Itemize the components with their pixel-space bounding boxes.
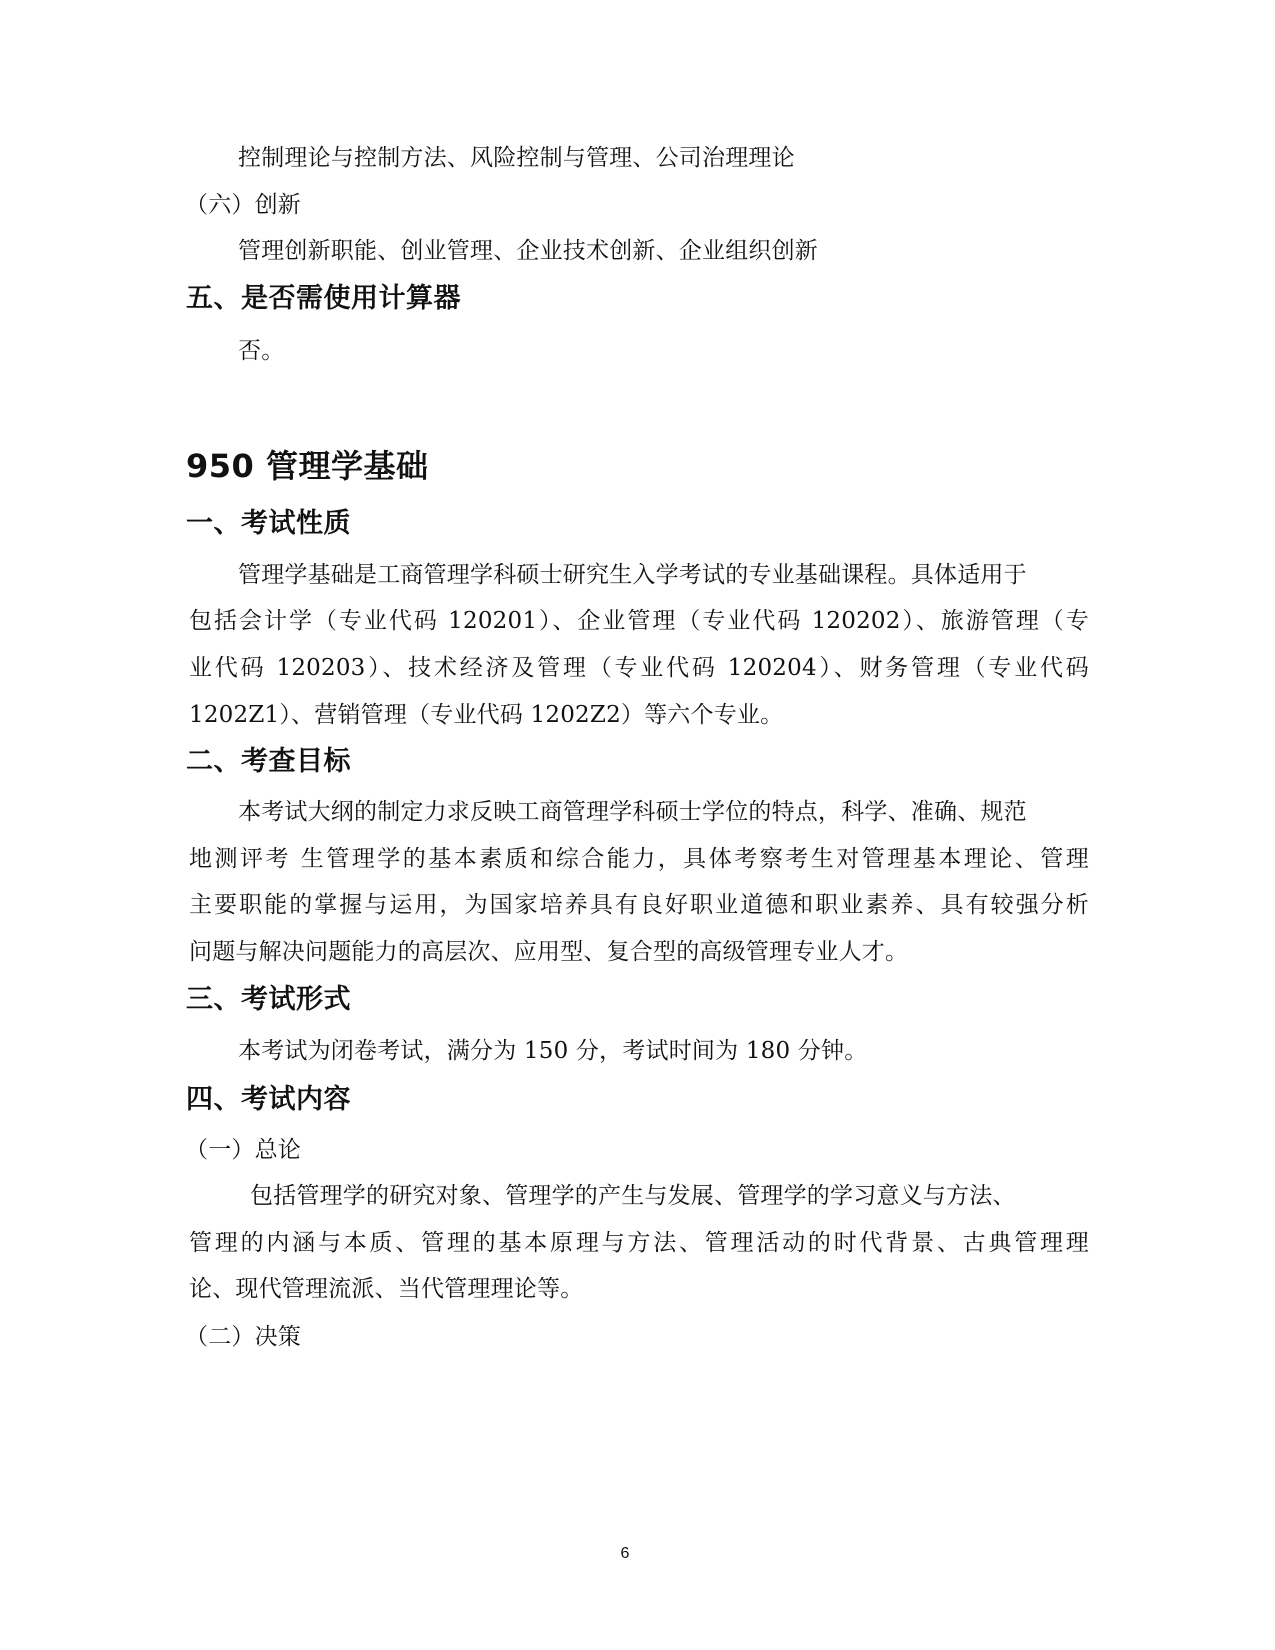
section4-heading: 四、考试内容 [186, 1084, 351, 1115]
section1-line-3: 业代码 120203）、技术经济及管理（专业代码 120204）、财务管理（专业代码 [189, 655, 1089, 681]
section1-line-2: 包括会计学（专业代码 120201）、企业管理（专业代码 120202）、旅游管理（专 [189, 608, 1089, 634]
subsection1-line-1: 包括管理学的研究对象、管理学的产生与发展、管理学的学习意义与方法、 [250, 1183, 1016, 1209]
subsection2-heading: （二）决策 [185, 1324, 301, 1350]
subsection1-line-2: 管理的内涵与本质、管理的基本原理与方法、管理活动的时代背景、古典管理理 [189, 1230, 1089, 1256]
section3-heading: 三、考试形式 [186, 984, 351, 1015]
section2-line-4: 问题与解决问题能力的高层次、应用型、复合型的高级管理专业人才。 [189, 939, 909, 965]
subsection1-line-3: 论、现代管理流派、当代管理理论等。 [189, 1276, 584, 1302]
section5-body-text: 否。 [238, 338, 285, 364]
item6-body-text: 管理创新职能、创业管理、企业技术创新、企业组织创新 [238, 238, 818, 264]
item6-heading: （六）创新 [185, 192, 301, 218]
section5-heading: 五、是否需使用计算器 [186, 283, 461, 314]
section2-line-3: 主要职能的掌握与运用，为国家培养具有良好职业道德和职业素养、具有较强分析 [189, 892, 1089, 918]
section2-heading: 二、考查目标 [186, 746, 351, 777]
section1-line-4: 1202Z1）、营销管理（专业代码 1202Z2）等六个专业。 [189, 702, 784, 728]
section2-line-1: 本考试大纲的制定力求反映工商管理学科硕士学位的特点，科学、准确、规范 [238, 799, 1027, 825]
item5-body-text: 控制理论与控制方法、风险控制与管理、公司治理理论 [238, 145, 795, 171]
subsection1-heading: （一）总论 [185, 1137, 301, 1163]
course-title: 950 管理学基础 [186, 447, 429, 485]
page-number: 6 [620, 1545, 630, 1562]
section3-line-1: 本考试为闭卷考试，满分为 150 分，考试时间为 180 分钟。 [238, 1038, 868, 1064]
section2-line-2: 地测评考 生管理学的基本素质和综合能力，具体考察考生对管理基本理论、管理 [189, 846, 1089, 872]
section1-line-1: 管理学基础是工商管理学科硕士研究生入学考试的专业基础课程。具体适用于 [238, 562, 1027, 588]
section1-heading: 一、考试性质 [186, 508, 351, 539]
